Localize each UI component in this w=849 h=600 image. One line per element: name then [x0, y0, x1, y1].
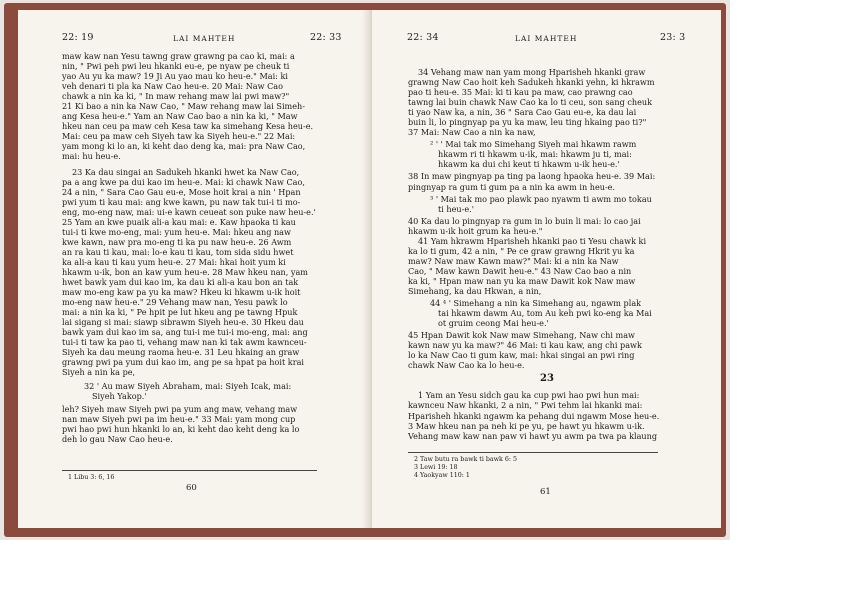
- text-line: hkeu nan ceu pa maw ceh Kesa taw ka simehang Kesa heu-e.: [62, 121, 314, 132]
- text-line: Cao, " Maw kawn Dawit heu-e." 43 Naw Cao bao a nin: [408, 265, 632, 276]
- quote-line: Siyeh Yakop.': [92, 390, 147, 401]
- left-header-title: LAI MAHTEH: [173, 34, 236, 43]
- left-header-ref-end: 22: 33: [310, 32, 342, 43]
- chapter-heading: 23: [540, 373, 554, 385]
- text-line: Simehang, ka dau Hkwan, a nin,: [408, 285, 542, 296]
- right-para-2: [408, 171, 686, 191]
- text-line: 38 In maw pingnyap pa ting pa laong hpaoka heu-e. 39 Mai:: [408, 171, 656, 182]
- quote-line: ³ ' Mai tak mo pao plawk pao nyawm ti awm mo tokau: [430, 193, 652, 204]
- text-line: hwet bawk yam dui kao im, ka dau ki ali-a kau bon an tak: [62, 277, 299, 288]
- text-line: tawng lai buin chawk Naw Cao ka lo ti ceu, son sang cheuk: [408, 97, 653, 108]
- text-line: Mai: ceu pa maw ceh Siyeh taw ka Siyeh heu-e." 22 Mai:: [62, 131, 296, 142]
- right-header-title: LAI MAHTEH: [515, 34, 578, 43]
- right-body-text: [408, 67, 686, 441]
- text-line: yam mong ki lo an, ki keht dao deng ka, mai: pra Naw Cao,: [62, 141, 306, 152]
- right-header-ref-end: 23: 3: [660, 32, 686, 43]
- quote-line: hkawm ka dui chi keut ti hkawm u-ik heu-e.': [438, 159, 620, 170]
- text-line: nan maw Siyeh pwi pa im heu-e." 33 Mai: yam mong cup: [62, 413, 296, 424]
- right-para-4: [408, 330, 686, 370]
- text-line: maw kaw nan Yesu tawng graw grawng pa cao ki, mai: a: [62, 51, 295, 61]
- right-header-ref-start: 22: 34: [407, 32, 439, 43]
- text-line: ang Kesa heu-e." Yam an Naw Cao bao a nin ka ki, " Maw: [62, 111, 298, 122]
- left-quote: [62, 381, 342, 401]
- text-line: 40 Ka dau lo pingnyap ra gum in lo buin li mai: lo cao jai: [408, 215, 641, 226]
- right-para-1: [408, 67, 686, 137]
- text-line: kawn naw yu ka maw?" 46 Mai: ti kau kaw, ang chi pawk: [408, 340, 642, 351]
- quote-line: 32 ' Au maw Siyeh Abraham, mai: Siyeh Icak, mai:: [84, 380, 292, 391]
- text-line: leh? Siyeh maw Siyeh pwi pa yum ang maw, vehang maw: [62, 403, 298, 414]
- right-quote-3: [408, 298, 686, 328]
- text-line: ka lo ti gum, 42 a nin, " Pe ce graw grawng Hkrit yu ka: [408, 245, 635, 256]
- text-line: pwi yum ti kau mai: ang kwe kawn, pu naw tak tui-i ti mo-: [62, 196, 301, 207]
- left-para-1: [62, 51, 342, 162]
- text-line: an ra kau ti kau, mai: lo-e kau ti kau, tom sida sidu hwet: [62, 246, 294, 257]
- text-line: kwe kawn, naw pra mo-eng ti ka pu naw heu-e. 26 Awm: [62, 236, 292, 247]
- text-line: lo ka Naw Cao ti gum kaw, mai: hkai singai an pwi ring: [408, 350, 635, 361]
- text-line: hkawm u-ik hoit grum ka heu-e.": [408, 225, 543, 236]
- text-line: 1 Yam an Yesu sidch gau ka cup pwi hao pwi hun mai:: [418, 390, 640, 401]
- right-quote-2: [408, 194, 686, 214]
- quote-line: ot gruim ceong Mai heu-e.': [438, 318, 549, 329]
- right-footnote-rule: [408, 452, 658, 453]
- quote-line: ti heu-e.': [438, 203, 474, 214]
- text-line: kawnceu Naw hkanki, 2 a nin, " Pwi tehm lai hkanki mai:: [408, 400, 643, 411]
- text-line: yao Au yu ka maw? 19 Ji Au yao mau ko heu-e." Mai: ki: [62, 71, 288, 82]
- text-line: 21 Ki bao a nin ka Naw Cao, " Maw rehang maw lai Simeh-: [62, 101, 305, 112]
- text-line: Vehang maw kaw nan paw vi hawt yu awm pa twa pa klaung: [408, 430, 658, 441]
- text-line: pwi hao pwi hun hkanki lo an, ki keht dao keht deng ka lo: [62, 423, 300, 434]
- text-line: ka ali-a kau ti kau yum heu-e. 27 Mai: hkai hoit yum ki: [62, 256, 286, 267]
- text-line: nin, " Pwi peh pwi leu hkanki eu-e, pe nyaw pe cheuk ti: [62, 61, 290, 72]
- text-line: maw mo-eng kaw pa yu ka maw? Hkeu ki hkawm u-ik hoit: [62, 287, 301, 298]
- text-line: deh lo gau Naw Cao heu-e.: [62, 433, 173, 444]
- quote-line: ² ' ' Mai tak mo Simehang Siyeh mai hkawm rawm: [430, 139, 637, 150]
- text-line: grawng pwi pa yum dui kao im, ang pe sa hpat pa hoit krai: [62, 357, 304, 368]
- text-line: mo-eng naw heu-e." 29 Vehang maw nan, Yesu pawk lo: [62, 297, 288, 308]
- left-footnote: 1 Libu 3: 6, 16: [68, 474, 115, 481]
- left-footnote-rule: [62, 470, 317, 471]
- text-line: bawk yam dui kao im sa, ang tui-i me tui-i mo-eng, mai: ang: [62, 327, 308, 338]
- right-para-5: [408, 390, 686, 440]
- footnote-line: 4 Yaokyaw 110: 1: [414, 472, 470, 479]
- left-header-ref-start: 22: 19: [62, 32, 94, 43]
- text-line: pa a ang kwe pa dui kao im heu-e. Mai: ki chawk Naw Cao,: [62, 176, 305, 187]
- text-line: 24 a nin, " Sara Cao Gau eu-e, Mose hoit krai a nin ' Hpan: [62, 186, 301, 197]
- text-line: pingnyap ra gum ti gum pa a nin ka awm in heu-e.: [408, 181, 616, 192]
- text-line: eng, mo-eng naw, mai: ui-e kawn ceueat son puke naw heu-e.': [62, 206, 316, 217]
- text-line: buin li, lo pingnyap pa yu ka maw, leu ting hkaing pao ti?": [408, 117, 647, 128]
- left-para-3: [62, 404, 342, 444]
- text-line: chawk Naw Cao ka lo heu-e.: [408, 360, 525, 371]
- text-line: 3 Maw hkeu nan pa neh ki pe yu, pe hawt yu hkawm u-ik.: [408, 420, 645, 431]
- text-line: Siyeh a nin ka pe,: [62, 367, 136, 378]
- text-line: mai: a nin ka ki, " Pe hpit pe lut hkeu ang pe tawng Hpuk: [62, 307, 298, 318]
- text-line: 37 Mai: Naw Cao a nin ka naw,: [408, 127, 536, 138]
- text-line: 34 Vehang maw nan yam mong Hparisheh hkanki graw: [418, 67, 646, 77]
- left-para-2: [62, 167, 342, 378]
- text-line: 45 Hpan Dawit kok Naw maw Simehang, Naw chi maw: [408, 330, 635, 341]
- text-line: tui-i ti taw ka pao ti, vehang maw nan ki tak awm kawnceu-: [62, 337, 307, 348]
- quote-line: hkawm ri ti hkawm u-ik, mai: hkawm ju ti, mai:: [438, 149, 632, 160]
- text-line: ka ki, " Hpan maw nan yu ka maw Dawit kok Naw maw: [408, 275, 636, 286]
- text-line: Siyeh ka dau meung raoma heu-e. 31 Leu hkaing an graw: [62, 347, 300, 358]
- right-para-3: [408, 216, 686, 296]
- text-line: mai: hu heu-e.: [62, 151, 121, 162]
- text-line: Hparisheh hkanki ngawm ka pehang dui ngawm Mose heu-e.: [408, 410, 660, 421]
- text-line: ti yao Naw ka, a nin, 36 " Sara Cao Gau eu-e, ka dau lai: [408, 107, 637, 118]
- right-footnotes: [414, 456, 517, 480]
- text-line: pao ti heu-e. 35 Mai: ki ti kau pa maw, cao prawng cao: [408, 87, 633, 98]
- text-line: chawk a nin ka ki, " In maw rehang maw lai pwi maw?": [62, 91, 290, 102]
- right-page-number: 61: [540, 487, 551, 497]
- text-line: veh denari ti pla ka Naw Cao heu-e. 20 Mai: Naw Cao: [62, 81, 284, 92]
- footnote-line: 3 Lewi 19: 18: [414, 464, 458, 471]
- quote-line: tai hkawm dawm Au, tom Au keh pwi ko-eng ka Mai: [438, 308, 652, 319]
- text-line: 41 Yam hkrawm Hparisheh hkanki pao ti Yesu chawk ki: [418, 235, 647, 246]
- left-body-text: [62, 51, 342, 444]
- text-line: lai sigang si mai: siawp sibrawm Siyeh heu-e. 30 Hkeu dau: [62, 317, 304, 328]
- left-page: [18, 10, 371, 528]
- text-line: 25 Yam an kwe puaik ali-a kau mai: e. Kaw hpaoka ti kau: [62, 216, 296, 227]
- text-line: hkawm u-ik, bon an kaw yum heu-e. 28 Maw hkeu nan, yam: [62, 266, 308, 277]
- right-page: [372, 10, 721, 528]
- text-line: grawng Naw Cao hoit keh Sadukeh hkanki yehn, ki hkrawm: [408, 77, 655, 88]
- left-page-number: 60: [186, 483, 197, 493]
- text-line: 23 Ka dau singai an Sadukeh hkanki hwet ka Naw Cao,: [72, 166, 300, 177]
- right-quote-1: [408, 139, 686, 169]
- text-line: maw? Naw maw Kawn maw?" Mai: ki a nin ka Naw: [408, 255, 619, 266]
- footnote-line: 2 Taw butu ra bawk ti bawk 6: 5: [414, 456, 517, 463]
- quote-line: 44 ⁴ ' Simehang a nin ka Simehang au, ngawm plak: [430, 298, 642, 309]
- text-line: tui-i ti kwe mo-eng, mai: yum heu-e. Mai: hkeu ang naw: [62, 226, 291, 237]
